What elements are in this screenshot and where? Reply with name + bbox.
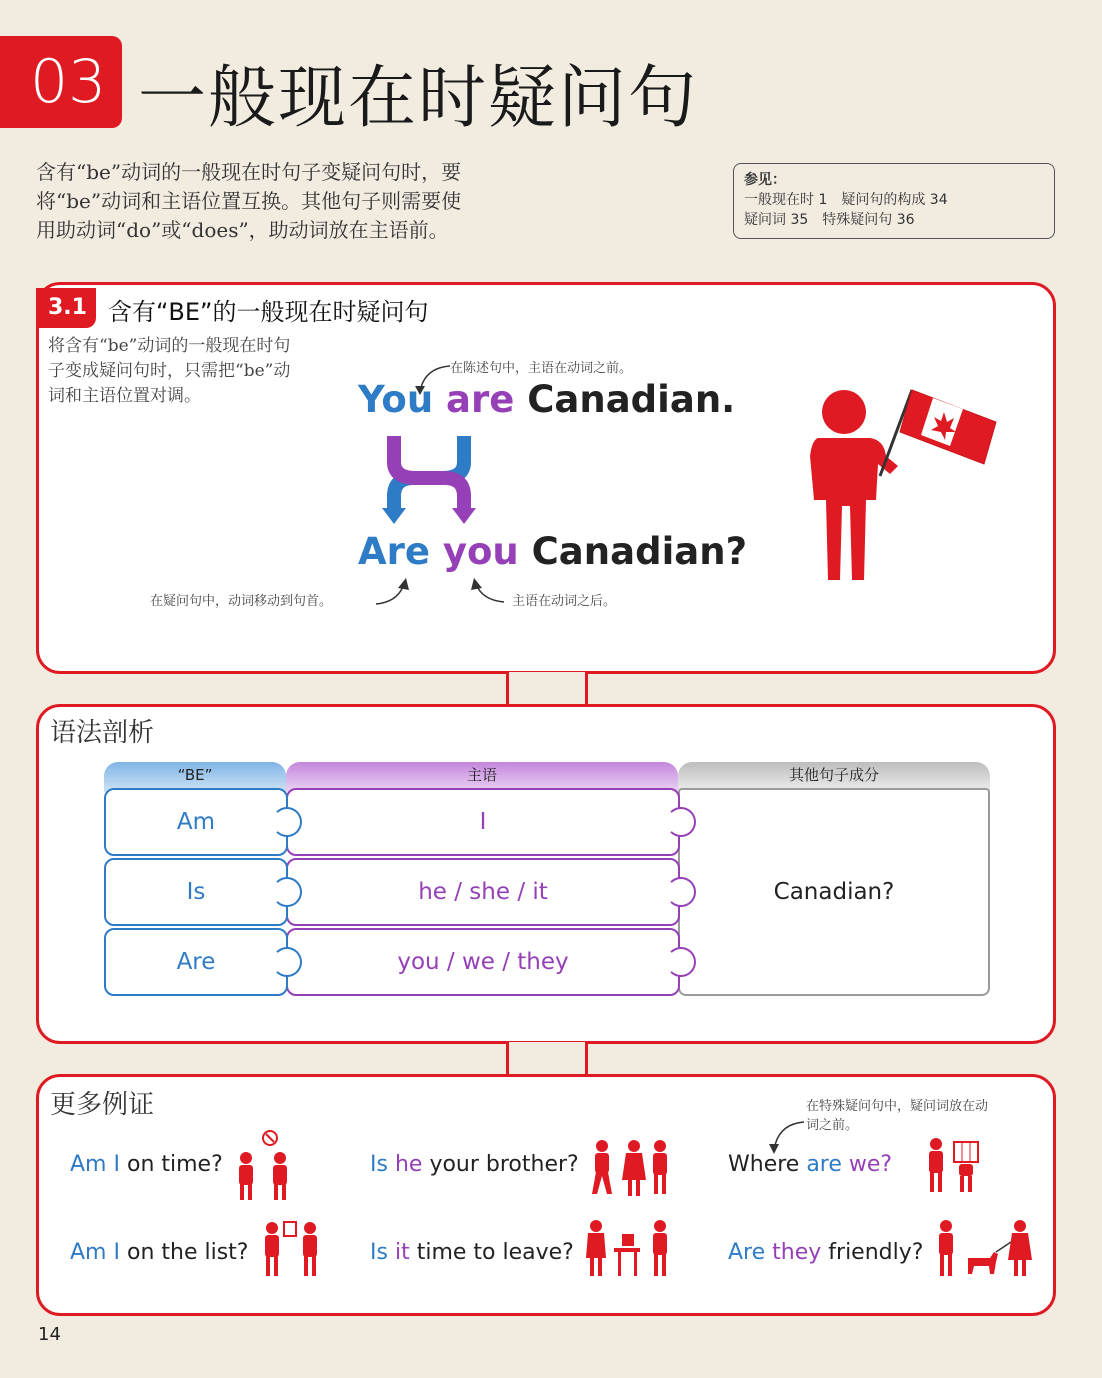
header-rest: 其他句子成分 (678, 762, 990, 792)
statement-rest: Canadian. (527, 378, 736, 421)
see-also-line: 一般现在时 1 疑问句的构成 34 (744, 192, 948, 208)
subject-cell: I (286, 788, 680, 856)
example-sentence (70, 1152, 223, 1177)
example-subject: they (772, 1240, 822, 1265)
question-subject: you (442, 530, 519, 573)
verb-moves-note: 在疑问句中，动词移动到句首。 (150, 594, 333, 609)
puzzle-knob (666, 877, 696, 907)
more-examples-title: 更多例证 (50, 1090, 155, 1120)
example-wh-word: Where (728, 1152, 800, 1177)
question-rest: Canadian? (531, 530, 748, 573)
example-rest: time to leave? (416, 1240, 574, 1265)
note-arrow-icon (372, 576, 412, 610)
example-verb: are (806, 1152, 842, 1177)
example-rest: on time? (126, 1152, 223, 1177)
people-clock-icon (232, 1128, 296, 1202)
question-verb: Are (358, 530, 430, 573)
puzzle-knob (272, 947, 302, 977)
rest-cell: Canadian? (678, 788, 990, 996)
statement-note: 在陈述句中，主语在动词之前。 (450, 361, 633, 376)
example-verb: Are (728, 1240, 766, 1265)
analysis-title: 语法剖析 (50, 718, 155, 748)
intro-line: 含有“be”动词的一般现在时句子变疑问句时，要 (36, 160, 462, 184)
example-subject: he (394, 1152, 423, 1177)
panel-connector (506, 1042, 588, 1078)
panel-connector (506, 672, 588, 708)
page-number: 14 (38, 1324, 61, 1345)
people-list-icon (256, 1218, 324, 1280)
puzzle-knob (272, 877, 302, 907)
swap-arrows-icon (380, 428, 490, 528)
example-rest: on the list? (126, 1240, 249, 1265)
be-cell: Is (104, 858, 288, 926)
three-people-icon (590, 1138, 674, 1198)
example-rest: your brother? (429, 1152, 579, 1177)
example-verb: Am (70, 1240, 107, 1265)
see-also-box (733, 163, 1055, 239)
man-with-flag-icon (800, 376, 1010, 586)
statement-sentence (358, 378, 735, 421)
example-verb: Is (370, 1240, 388, 1265)
puzzle-knob (272, 807, 302, 837)
example-sentence (728, 1152, 892, 1177)
see-also-label: 参见： (744, 172, 786, 188)
example-sentence (70, 1240, 248, 1265)
be-cell: Am (104, 788, 288, 856)
be-cell: Are (104, 928, 288, 996)
statement-verb: are (446, 378, 515, 421)
example-sentence (728, 1240, 923, 1265)
people-dog-icon (934, 1218, 1034, 1280)
intro-text (36, 158, 556, 245)
subject-cell: you / we / they (286, 928, 680, 996)
section-number: 3.1 (36, 288, 96, 328)
note-arrow-icon (468, 576, 508, 610)
intro-line: 用助动词“do”或“does”，助动词放在主语前。 (36, 218, 449, 242)
header-be: “BE” (104, 762, 286, 792)
see-also-line: 疑问词 35 特殊疑问句 36 (744, 212, 915, 228)
puzzle-knob (666, 807, 696, 837)
example-sentence (370, 1152, 579, 1177)
chapter-number: 03 (0, 36, 122, 128)
example-subject: we? (848, 1152, 893, 1177)
section-title: 含有“BE”的一般现在时疑问句 (108, 298, 429, 326)
subject-after-note: 主语在动词之后。 (512, 594, 617, 609)
question-sentence (358, 530, 747, 573)
example-rest: friendly? (828, 1240, 924, 1265)
people-office-icon (584, 1218, 674, 1280)
intro-line: 将“be”动词和主语位置互换。其他句子则需要使 (36, 189, 462, 213)
example-subject: it (394, 1240, 410, 1265)
chapter-title: 一般现在时疑问句 (138, 59, 699, 138)
example-verb: Am (70, 1152, 107, 1177)
subject-cell: he / she / it (286, 858, 680, 926)
example-subject: I (113, 1240, 120, 1265)
section-description: 将含有“be”动词的一般现在时句子变成疑问句时，只需把“be”动词和主语位置对调。 (48, 336, 291, 406)
puzzle-knob (666, 947, 696, 977)
wh-word-note: 在特殊疑问句中，疑问词放在动词之前。 (806, 1099, 989, 1133)
example-sentence (370, 1240, 574, 1265)
statement-subject: You (358, 378, 434, 421)
header-subject: 主语 (286, 762, 678, 792)
example-verb: Is (370, 1152, 388, 1177)
example-subject: I (113, 1152, 120, 1177)
people-map-icon (922, 1136, 986, 1196)
